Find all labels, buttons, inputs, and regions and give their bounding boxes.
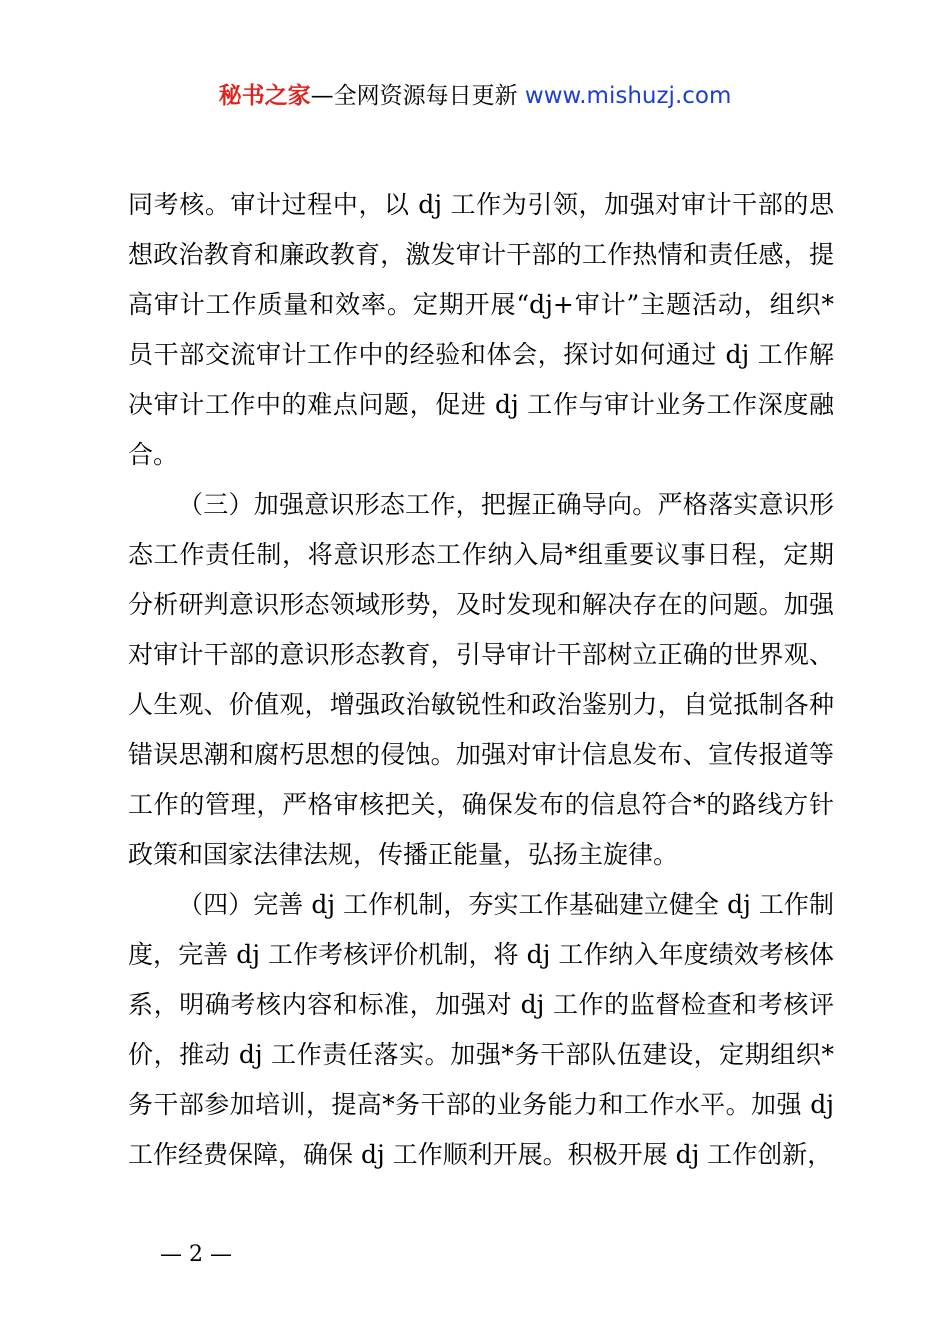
paragraph-3: （四）完善 dj 工作机制，夯实工作基础建立健全 dj 工作制度，完善 dj 工作考核评价机制，将 dj 工作纳入年度绩效考核体系，明确考核内容和标准，加强对 dj 工作的监督检查和考核评价，推动 dj 工作责任落实。加强*务干部队伍建设，定期组织*务干部参加培训，提高*务干部的业务能力和工作水平。加强 dj 工作经费保障，确保 dj 工作顺利开展。积极开展 dj 工作创新， [128, 890, 834, 1169]
page-number: — 2 — [160, 1242, 232, 1267]
site-header [0, 80, 950, 112]
site-tagline: —全网资源每日更新 [310, 83, 525, 109]
site-url[interactable]: www.mishuzj.com [524, 83, 732, 109]
paragraph-2: （三）加强意识形态工作，把握正确导向。严格落实意识形态工作责任制，将意识形态工作纳入局*组重要议事日程，定期分析研判意识形态领域形势，及时发现和解决存在的问题。加强对审计干部的意识形态教育，引导审计干部树立正确的世界观、人生观、价值观，增强政治敏锐性和政治鉴别力，自觉抵制各种错误思潮和腐朽思想的侵蚀。加强对审计信息发布、宣传报道等工作的管理，严格审核把关，确保发布的信息符合*的路线方针政策和国家法律法规，传播正能量，弘扬主旋律。 [128, 490, 834, 869]
document-body [128, 180, 834, 1180]
paragraph-1: 同考核。审计过程中，以 dj 工作为引领，加强对审计干部的思想政治教育和廉政教育，激发审计干部的工作热情和责任感，提高审计工作质量和效率。定期开展“dj+审计”主题活动，组织*员干部交流审计工作中的经验和体会，探讨如何通过 dj 工作解决审计工作中的难点问题，促进 dj 工作与审计业务工作深度融合。 [128, 190, 834, 469]
site-brand: 秘书之家 [218, 83, 311, 109]
